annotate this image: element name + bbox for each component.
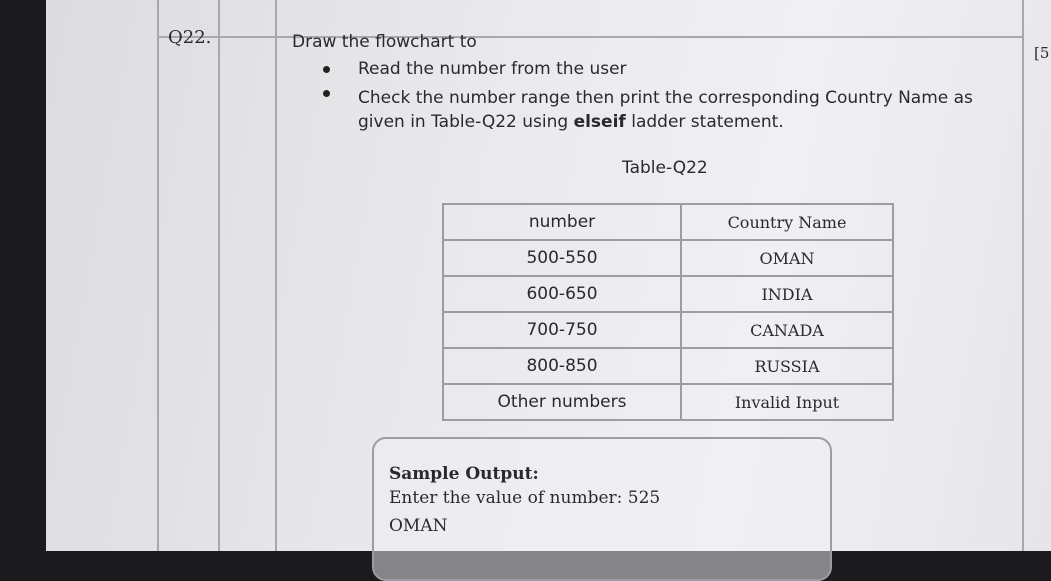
- table-cell: Other numbers: [443, 384, 681, 420]
- table-row: [443, 276, 893, 312]
- bullet-tail: ladder statement.: [631, 112, 784, 132]
- row-rule: [157, 36, 1022, 38]
- bullet-item: Check the number range then print the corresponding Country Name as: [358, 88, 973, 108]
- table-caption: Table-Q22: [622, 158, 708, 178]
- table-cell: Invalid Input: [681, 384, 893, 420]
- table-cell: 800-850: [443, 348, 681, 384]
- column-rule: [218, 0, 220, 551]
- column-rule: [157, 0, 159, 551]
- bullet-continued-text: given in Table-Q22 using: [358, 112, 569, 132]
- sample-output-title: Sample Output:: [389, 464, 539, 484]
- bullet-icon: [323, 90, 330, 97]
- sample-output-box: [372, 437, 832, 581]
- table-row: [443, 384, 893, 420]
- table-cell: OMAN: [681, 240, 893, 276]
- question-number: Q22.: [168, 27, 212, 48]
- table-cell: CANADA: [681, 312, 893, 348]
- bold-keyword: elseif: [573, 112, 626, 132]
- bullet-icon: [323, 66, 330, 73]
- table-cell: 600-650: [443, 276, 681, 312]
- column-rule: [275, 0, 277, 551]
- country-table: [442, 203, 894, 421]
- table-header-row: [443, 204, 893, 240]
- table-header-cell: number: [443, 204, 681, 240]
- table-cell: 500-550: [443, 240, 681, 276]
- table-row: [443, 348, 893, 384]
- bullet-item-continued: [358, 112, 784, 132]
- table-row: [443, 312, 893, 348]
- sample-output-line: Enter the value of number: 525: [389, 488, 661, 508]
- sample-output-line: OMAN: [389, 516, 448, 536]
- column-rule: [1022, 0, 1024, 551]
- question-intro: Draw the flowchart to: [292, 32, 477, 52]
- table-cell: RUSSIA: [681, 348, 893, 384]
- marks-label: [5: [1034, 44, 1050, 62]
- table-cell: 700-750: [443, 312, 681, 348]
- table-cell: INDIA: [681, 276, 893, 312]
- bullet-item: Read the number from the user: [358, 59, 627, 79]
- table-header-cell: Country Name: [681, 204, 893, 240]
- table-row: [443, 240, 893, 276]
